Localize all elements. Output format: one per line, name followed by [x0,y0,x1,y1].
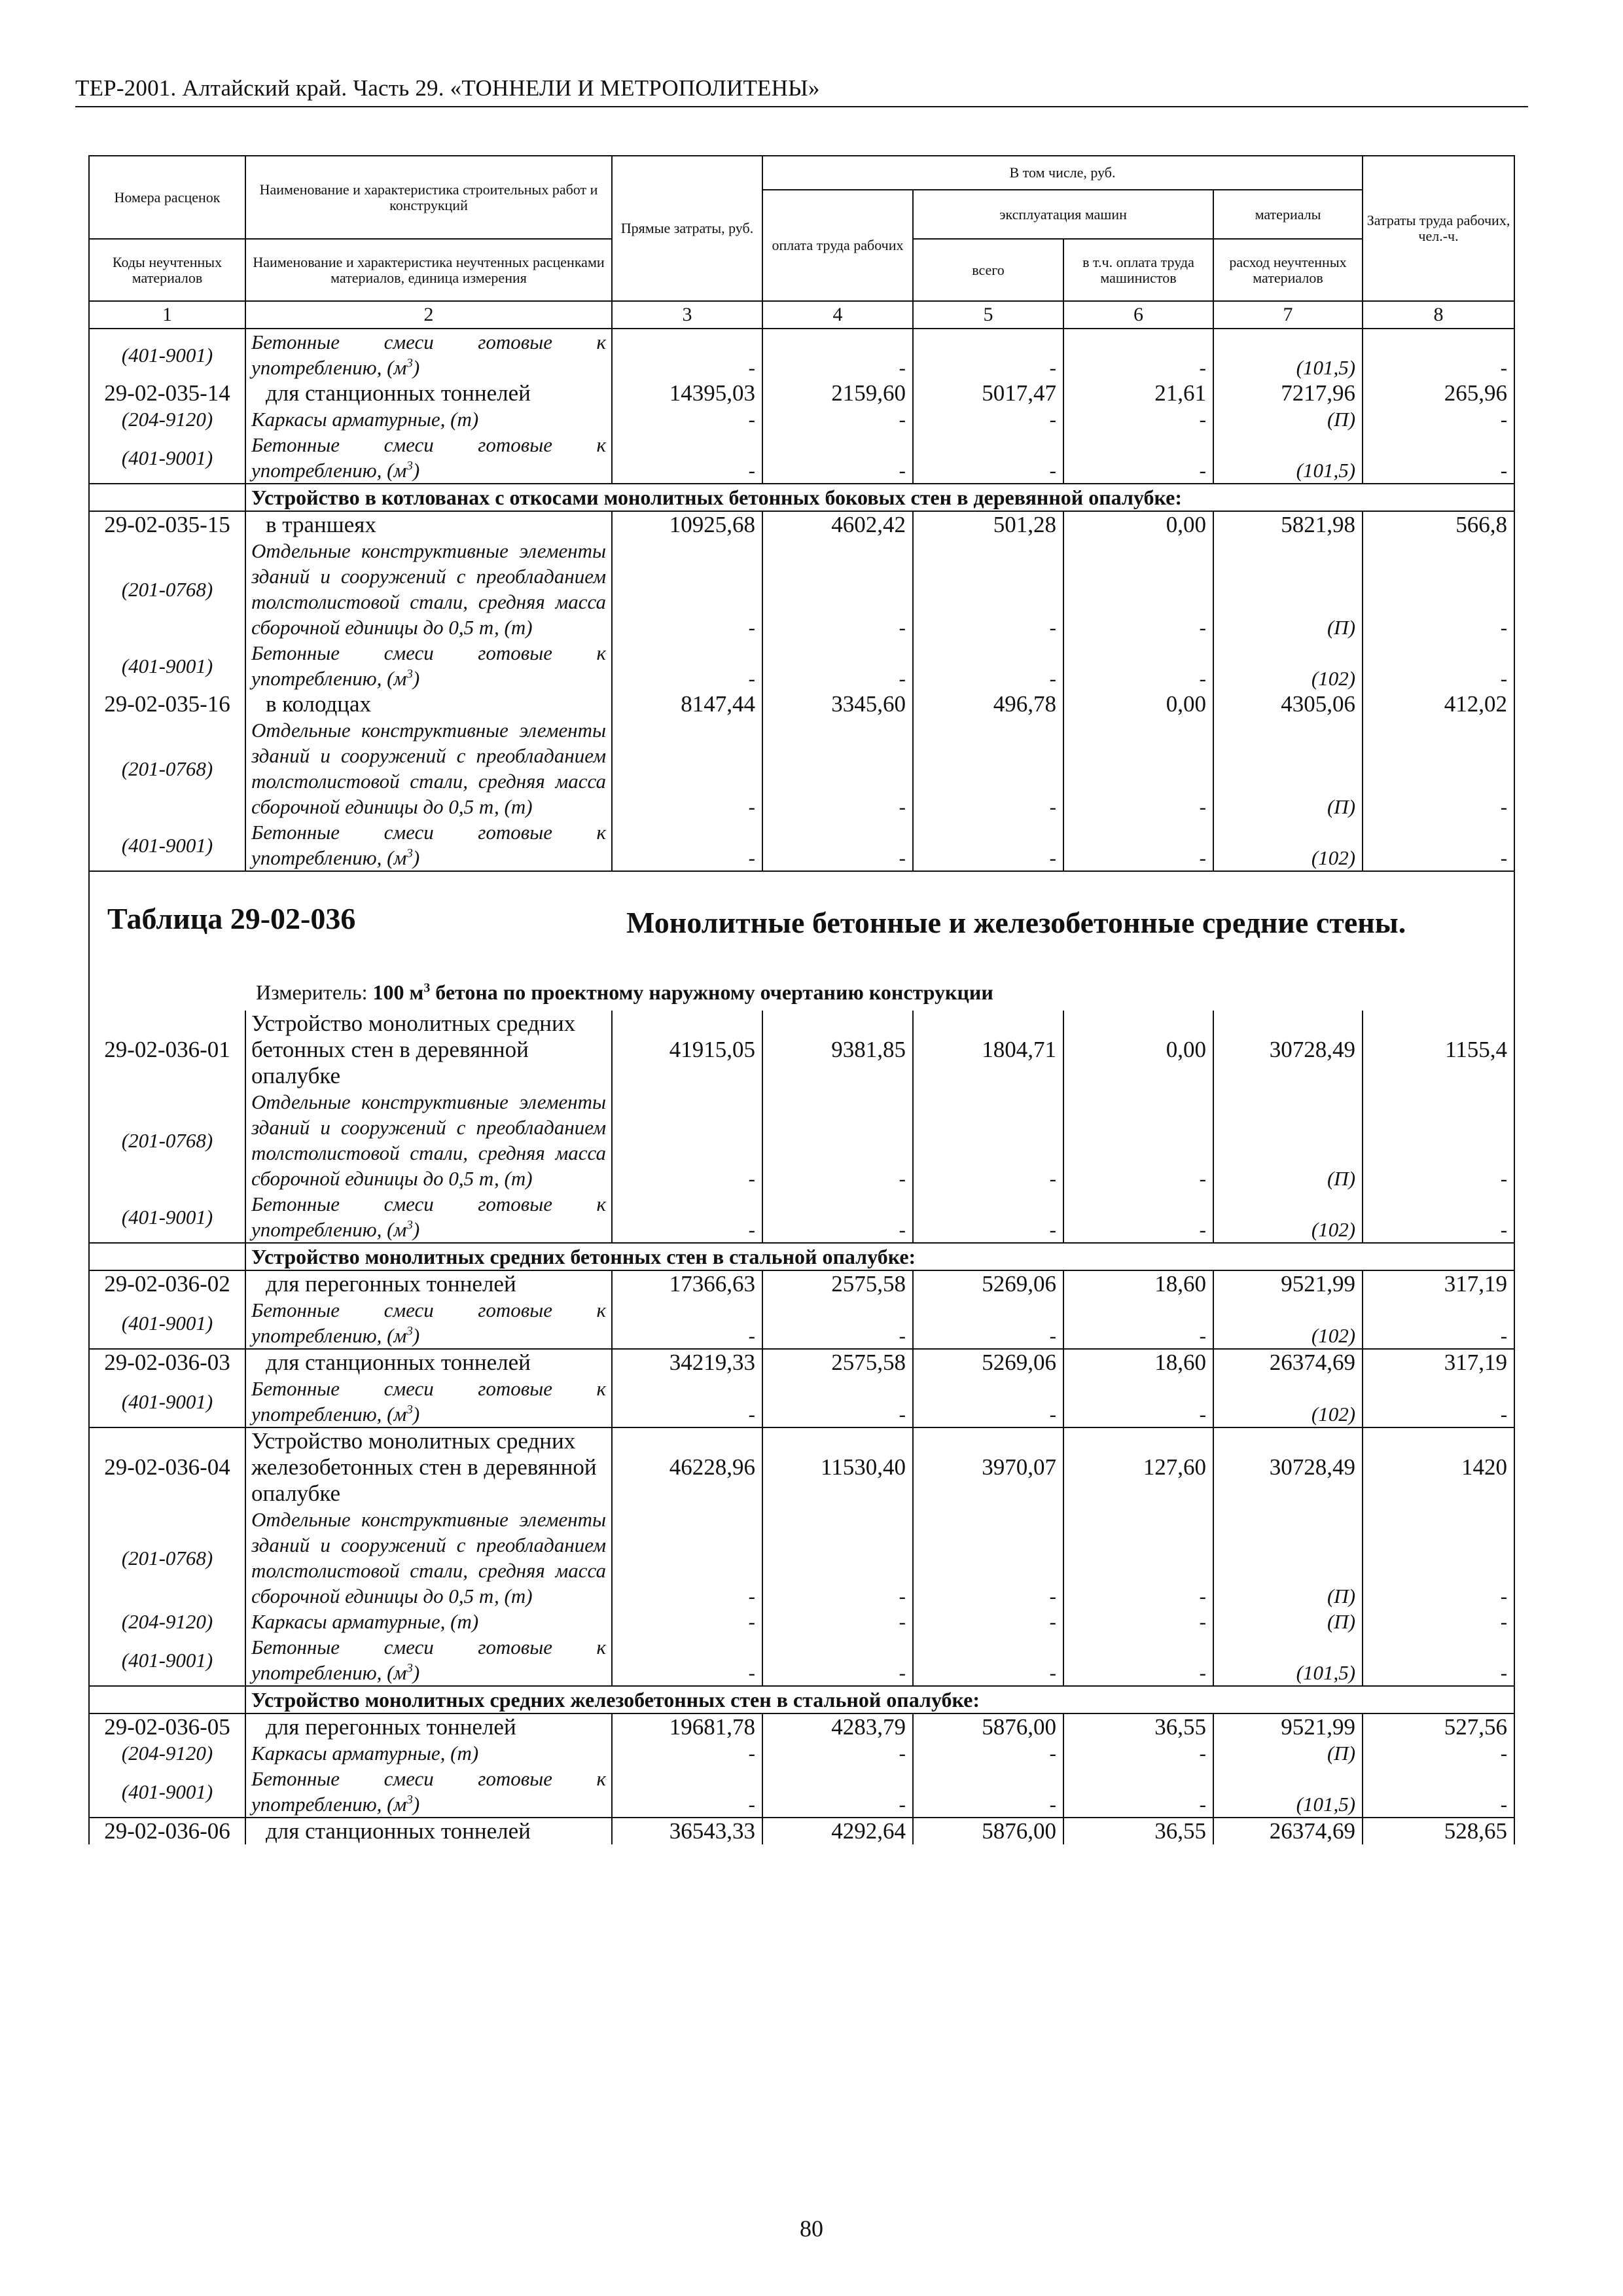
material-description: Отдельные конструктивные элементы зданий и сооружений с преобладанием толстолистовой стали, средняя масса сборочной единицы до 0,5 т, (т) [245,717,612,819]
rate-description: для перегонных тоннелей [245,1713,612,1740]
materials-cell: 4305,06 [1213,691,1363,717]
material-row [89,1191,1514,1243]
wages-cell: 4283,79 [762,1713,913,1740]
header-name-top: Наименование и характеристика строительных работ и конструкций [245,156,612,239]
direct-costs-cell: - [612,1297,762,1349]
material-code: (204-9120) [89,406,245,432]
rate-description: Устройство монолитных средних бетонных стен в деревянной опалубке [245,1011,612,1089]
wages-cell: - [762,538,913,640]
table-title-row [89,871,1514,1011]
machines-total-cell: 501,28 [913,511,1063,538]
material-row [89,640,1514,691]
direct-costs-cell: - [612,717,762,819]
table-header [89,156,1514,301]
materials-cell: 30728,49 [1213,1427,1363,1507]
material-code: (401-9001) [89,640,245,691]
column-number: 6 [1063,301,1213,329]
machines-wages-cell: - [1063,1740,1213,1766]
machines-wages-cell: 18,60 [1063,1349,1213,1376]
section-heading: Устройство монолитных средних железобетонных стен в стальной опалубке: [245,1686,1514,1713]
unit-label: Измеритель: [256,980,373,1004]
materials-cell: (П) [1213,1740,1363,1766]
labor-cell: - [1363,406,1514,432]
wages-cell: - [762,406,913,432]
machines-wages-cell: 127,60 [1063,1427,1213,1507]
material-description: Отдельные конструктивные элементы зданий и сооружений с преобладанием толстолистовой стали, средняя масса сборочной единицы до 0,5 т, (т) [245,1089,612,1191]
labor-cell: - [1363,1297,1514,1349]
machines-total-cell: - [913,1297,1063,1349]
machines-wages-cell: - [1063,1089,1213,1191]
section-heading-row [89,484,1514,511]
machines-wages-cell: - [1063,1609,1213,1634]
section-heading: Устройство в котлованах с откосами монолитных бетонных боковых стен в деревянной опалубке: [245,484,1514,511]
material-description: Бетонные смеси готовые к употреблению, $(м^3)$ [245,1376,612,1427]
column-number: 2 [245,301,612,329]
materials-cell: 5821,98 [1213,511,1363,538]
material-row [89,1297,1514,1349]
direct-costs-cell: - [612,432,762,484]
machines-wages-cell: - [1063,819,1213,871]
rate-code: 29-02-036-02 [89,1270,245,1297]
labor-cell: - [1363,1507,1514,1609]
machines-wages-cell: - [1063,1634,1213,1686]
column-numbers-row [89,301,1514,329]
materials-cell: 26374,69 [1213,1349,1363,1376]
machines-wages-cell: 18,60 [1063,1270,1213,1297]
section-heading-row [89,1686,1514,1713]
table-title: Монолитные бетонные и железобетонные средние стены. [626,906,1406,939]
wages-cell: 9381,85 [762,1011,913,1089]
header-machines-wages: в т.ч. оплата труда машинистов [1063,239,1213,301]
direct-costs-cell: - [612,406,762,432]
section-heading: Устройство монолитных средних бетонных стен в стальной опалубке: [245,1243,1514,1270]
header-name-bottom: Наименование и характеристика неучтенных расценками материалов, единица измерения [245,239,612,301]
labor-cell: 265,96 [1363,380,1514,406]
rate-row [89,1270,1514,1297]
materials-cell: (П) [1213,406,1363,432]
rate-row [89,1818,1514,1844]
material-description: Отдельные конструктивные элементы зданий и сооружений с преобладанием толстолистовой стали, средняя масса сборочной единицы до 0,5 т, (т) [245,1507,612,1609]
rate-code: 29-02-036-01 [89,1011,245,1089]
materials-cell: 9521,99 [1213,1270,1363,1297]
direct-costs-cell: 14395,03 [612,380,762,406]
machines-total-cell: 5876,00 [913,1818,1063,1844]
material-code: (201-0768) [89,1507,245,1609]
direct-costs-cell: - [612,1089,762,1191]
table-title-block [89,871,1514,1011]
wages-cell: 2575,58 [762,1349,913,1376]
machines-wages-cell: - [1063,329,1213,380]
material-code: (401-9001) [89,819,245,871]
direct-costs-cell: 10925,68 [612,511,762,538]
wages-cell: - [762,1191,913,1243]
materials-cell: 30728,49 [1213,1011,1363,1089]
machines-wages-cell: - [1063,640,1213,691]
materials-cell: (102) [1213,640,1363,691]
machines-total-cell: - [913,717,1063,819]
material-description: Бетонные смеси готовые к употреблению, $(м^3)$ [245,329,612,380]
machines-wages-cell: - [1063,1376,1213,1427]
machines-wages-cell: - [1063,432,1213,484]
machines-total-cell: - [913,1609,1063,1634]
column-number: 1 [89,301,245,329]
materials-cell: (102) [1213,1297,1363,1349]
labor-cell: - [1363,538,1514,640]
machines-wages-cell: - [1063,1297,1213,1349]
material-description: Каркасы арматурные, (т) [245,1609,612,1634]
machines-total-cell: - [913,538,1063,640]
rate-description: для перегонных тоннелей [245,1270,612,1297]
header-materials-consumption: расход неучтенных материалов [1213,239,1363,301]
labor-cell: - [1363,1609,1514,1634]
rate-row [89,1011,1514,1089]
materials-cell: 7217,96 [1213,380,1363,406]
machines-wages-cell: 0,00 [1063,691,1213,717]
machines-wages-cell: 21,61 [1063,380,1213,406]
material-description: Бетонные смеси готовые к употреблению, $(м^3)$ [245,432,612,484]
header-codes-top: Номера расценок [89,156,245,239]
machines-total-cell: - [913,329,1063,380]
labor-cell: 528,65 [1363,1818,1514,1844]
material-row [89,1634,1514,1686]
material-description: Бетонные смеси готовые к употреблению, $(м^3)$ [245,1634,612,1686]
material-description: Каркасы арматурные, (т) [245,1740,612,1766]
header-wages: оплата труда рабочих [762,190,913,301]
labor-cell: 566,8 [1363,511,1514,538]
machines-total-cell: 5017,47 [913,380,1063,406]
material-row [89,1507,1514,1609]
labor-cell: - [1363,640,1514,691]
section-heading-row [89,1243,1514,1270]
machines-total-cell: - [913,1191,1063,1243]
direct-costs-cell: 36543,33 [612,1818,762,1844]
material-code: (204-9120) [89,1740,245,1766]
header-direct-costs: Прямые затраты, руб. [612,156,762,301]
labor-cell: 317,19 [1363,1349,1514,1376]
material-code: (401-9001) [89,1376,245,1427]
machines-total-cell: 5269,06 [913,1349,1063,1376]
table-unit [256,979,993,1005]
machines-total-cell: - [913,1634,1063,1686]
materials-cell: (П) [1213,717,1363,819]
materials-cell: (П) [1213,1609,1363,1634]
wages-cell: - [762,1089,913,1191]
rate-description: в траншеях [245,511,612,538]
labor-cell: 1155,4 [1363,1011,1514,1089]
labor-cell: 317,19 [1363,1270,1514,1297]
machines-total-cell: - [913,1740,1063,1766]
machines-total-cell: - [913,1376,1063,1427]
direct-costs-cell: - [612,1376,762,1427]
direct-costs-cell: - [612,1609,762,1634]
rate-row [89,1349,1514,1376]
material-row [89,1740,1514,1766]
materials-cell: (П) [1213,538,1363,640]
material-code: (401-9001) [89,1191,245,1243]
header-machines: эксплуатация машин [913,190,1213,239]
running-header: ТЕР-2001. Алтайский край. Часть 29. «ТОННЕЛИ И МЕТРОПОЛИТЕНЫ» [75,75,820,101]
section-spacer [89,484,245,511]
wages-cell: - [762,1297,913,1349]
labor-cell: - [1363,1376,1514,1427]
column-number: 8 [1363,301,1514,329]
material-code: (204-9120) [89,1609,245,1634]
rate-code: 29-02-036-04 [89,1427,245,1507]
material-description: Бетонные смеси готовые к употреблению, $(м^3)$ [245,640,612,691]
section-spacer [89,1686,245,1713]
direct-costs-cell: 8147,44 [612,691,762,717]
machines-total-cell: - [913,1089,1063,1191]
rate-row [89,511,1514,538]
material-row [89,1376,1514,1427]
rate-row [89,1427,1514,1507]
direct-costs-cell: 17366,63 [612,1270,762,1297]
machines-wages-cell: 0,00 [1063,511,1213,538]
material-row [89,717,1514,819]
rate-code: 29-02-035-16 [89,691,245,717]
labor-cell: - [1363,1740,1514,1766]
labor-cell: - [1363,1766,1514,1818]
machines-wages-cell: 36,55 [1063,1713,1213,1740]
machines-total-cell: 496,78 [913,691,1063,717]
materials-cell: (102) [1213,1376,1363,1427]
machines-wages-cell: - [1063,1507,1213,1609]
rate-description: в колодцах [245,691,612,717]
material-description: Бетонные смеси готовые к употреблению, $(м^3)$ [245,1191,612,1243]
header-machines-total: всего [913,239,1063,301]
wages-cell: - [762,1609,913,1634]
materials-cell: (П) [1213,1089,1363,1191]
wages-cell: - [762,1634,913,1686]
material-code: (401-9001) [89,1766,245,1818]
machines-total-cell: 3970,07 [913,1427,1063,1507]
machines-wages-cell: 0,00 [1063,1011,1213,1089]
material-row [89,538,1514,640]
materials-cell: (101,5) [1213,1766,1363,1818]
rate-description: для станционных тоннелей [245,380,612,406]
materials-cell: (102) [1213,819,1363,871]
machines-total-cell: 5269,06 [913,1270,1063,1297]
material-row [89,819,1514,871]
machines-total-cell: - [913,1766,1063,1818]
wages-cell: 4292,64 [762,1818,913,1844]
material-code: (201-0768) [89,1089,245,1191]
header-materials: материалы [1213,190,1363,239]
rate-row [89,691,1514,717]
machines-wages-cell: 36,55 [1063,1818,1213,1844]
material-code: (401-9001) [89,329,245,380]
direct-costs-cell: 46228,96 [612,1427,762,1507]
materials-cell: 26374,69 [1213,1818,1363,1844]
rates-table-wrapper [88,155,1514,1844]
rate-row [89,380,1514,406]
rate-code: 29-02-035-14 [89,380,245,406]
unit-value: 100 $м^3$ бетона по проектному наружному очертанию конструкции [372,980,993,1004]
rate-row [89,1713,1514,1740]
material-row [89,1089,1514,1191]
wages-cell: - [762,329,913,380]
direct-costs-cell: - [612,1191,762,1243]
machines-total-cell: - [913,1507,1063,1609]
wages-cell: 3345,60 [762,691,913,717]
direct-costs-cell: 41915,05 [612,1011,762,1089]
rate-description: для станционных тоннелей [245,1349,612,1376]
wages-cell: - [762,1376,913,1427]
material-description: Бетонные смеси готовые к употреблению, $(м^3)$ [245,1766,612,1818]
materials-cell: (101,5) [1213,329,1363,380]
table-label: Таблица 29-02-036 [107,902,356,935]
direct-costs-cell: - [612,1634,762,1686]
material-code: (201-0768) [89,538,245,640]
machines-total-cell: 1804,71 [913,1011,1063,1089]
material-code: (201-0768) [89,717,245,819]
rate-code: 29-02-035-15 [89,511,245,538]
rate-code: 29-02-036-05 [89,1713,245,1740]
labor-cell: 527,56 [1363,1713,1514,1740]
material-code: (401-9001) [89,1297,245,1349]
column-number: 5 [913,301,1063,329]
direct-costs-cell: - [612,640,762,691]
wages-cell: - [762,819,913,871]
header-codes-bottom: Коды неучтенных материалов [89,239,245,301]
machines-wages-cell: - [1063,1766,1213,1818]
rate-code: 29-02-036-03 [89,1349,245,1376]
rate-code: 29-02-036-06 [89,1818,245,1844]
material-description: Каркасы арматурные, (т) [245,406,612,432]
materials-cell: 9521,99 [1213,1713,1363,1740]
wages-cell: - [762,1507,913,1609]
rates-table [88,155,1515,1844]
labor-cell: 1420 [1363,1427,1514,1507]
wages-cell: - [762,1740,913,1766]
direct-costs-cell: 19681,78 [612,1713,762,1740]
material-row [89,1609,1514,1634]
material-description: Отдельные конструктивные элементы зданий и сооружений с преобладанием толстолистовой стали, средняя масса сборочной единицы до 0,5 т, (т) [245,538,612,640]
materials-cell: (101,5) [1213,1634,1363,1686]
wages-cell: 11530,40 [762,1427,913,1507]
direct-costs-cell: - [612,538,762,640]
labor-cell: - [1363,1191,1514,1243]
header-labor-costs: Затраты труда рабочих, чел.-ч. [1363,156,1514,301]
wages-cell: 2159,60 [762,380,913,406]
labor-cell: - [1363,819,1514,871]
machines-total-cell: - [913,432,1063,484]
direct-costs-cell: - [612,329,762,380]
material-row [89,432,1514,484]
machines-total-cell: - [913,819,1063,871]
materials-cell: (102) [1213,1191,1363,1243]
wages-cell: - [762,1766,913,1818]
rate-description: для станционных тоннелей [245,1818,612,1844]
machines-wages-cell: - [1063,1191,1213,1243]
materials-cell: (П) [1213,1507,1363,1609]
material-code: (401-9001) [89,1634,245,1686]
table-body [89,301,1514,1844]
section-spacer [89,1243,245,1270]
labor-cell: - [1363,717,1514,819]
wages-cell: - [762,717,913,819]
header-including: В том числе, руб. [762,156,1363,190]
material-row [89,329,1514,380]
material-description: Бетонные смеси готовые к употреблению, $(м^3)$ [245,1297,612,1349]
rate-description: Устройство монолитных средних железобетонных стен в деревянной опалубке [245,1427,612,1507]
machines-total-cell: 5876,00 [913,1713,1063,1740]
machines-total-cell: - [913,406,1063,432]
material-row [89,1766,1514,1818]
machines-wages-cell: - [1063,538,1213,640]
column-number: 3 [612,301,762,329]
wages-cell: - [762,432,913,484]
labor-cell: - [1363,432,1514,484]
machines-total-cell: - [913,640,1063,691]
labor-cell: 412,02 [1363,691,1514,717]
material-code: (401-9001) [89,432,245,484]
wages-cell: - [762,640,913,691]
labor-cell: - [1363,1634,1514,1686]
header-rule [75,106,1528,107]
page-number: 80 [800,2215,823,2242]
wages-cell: 4602,42 [762,511,913,538]
direct-costs-cell: - [612,1507,762,1609]
column-number: 7 [1213,301,1363,329]
direct-costs-cell: - [612,1766,762,1818]
labor-cell: - [1363,329,1514,380]
direct-costs-cell: - [612,1740,762,1766]
labor-cell: - [1363,1089,1514,1191]
wages-cell: 2575,58 [762,1270,913,1297]
material-row [89,406,1514,432]
materials-cell: (101,5) [1213,432,1363,484]
direct-costs-cell: 34219,33 [612,1349,762,1376]
machines-wages-cell: - [1063,406,1213,432]
material-description: Бетонные смеси готовые к употреблению, $(м^3)$ [245,819,612,871]
machines-wages-cell: - [1063,717,1213,819]
column-number: 4 [762,301,913,329]
direct-costs-cell: - [612,819,762,871]
